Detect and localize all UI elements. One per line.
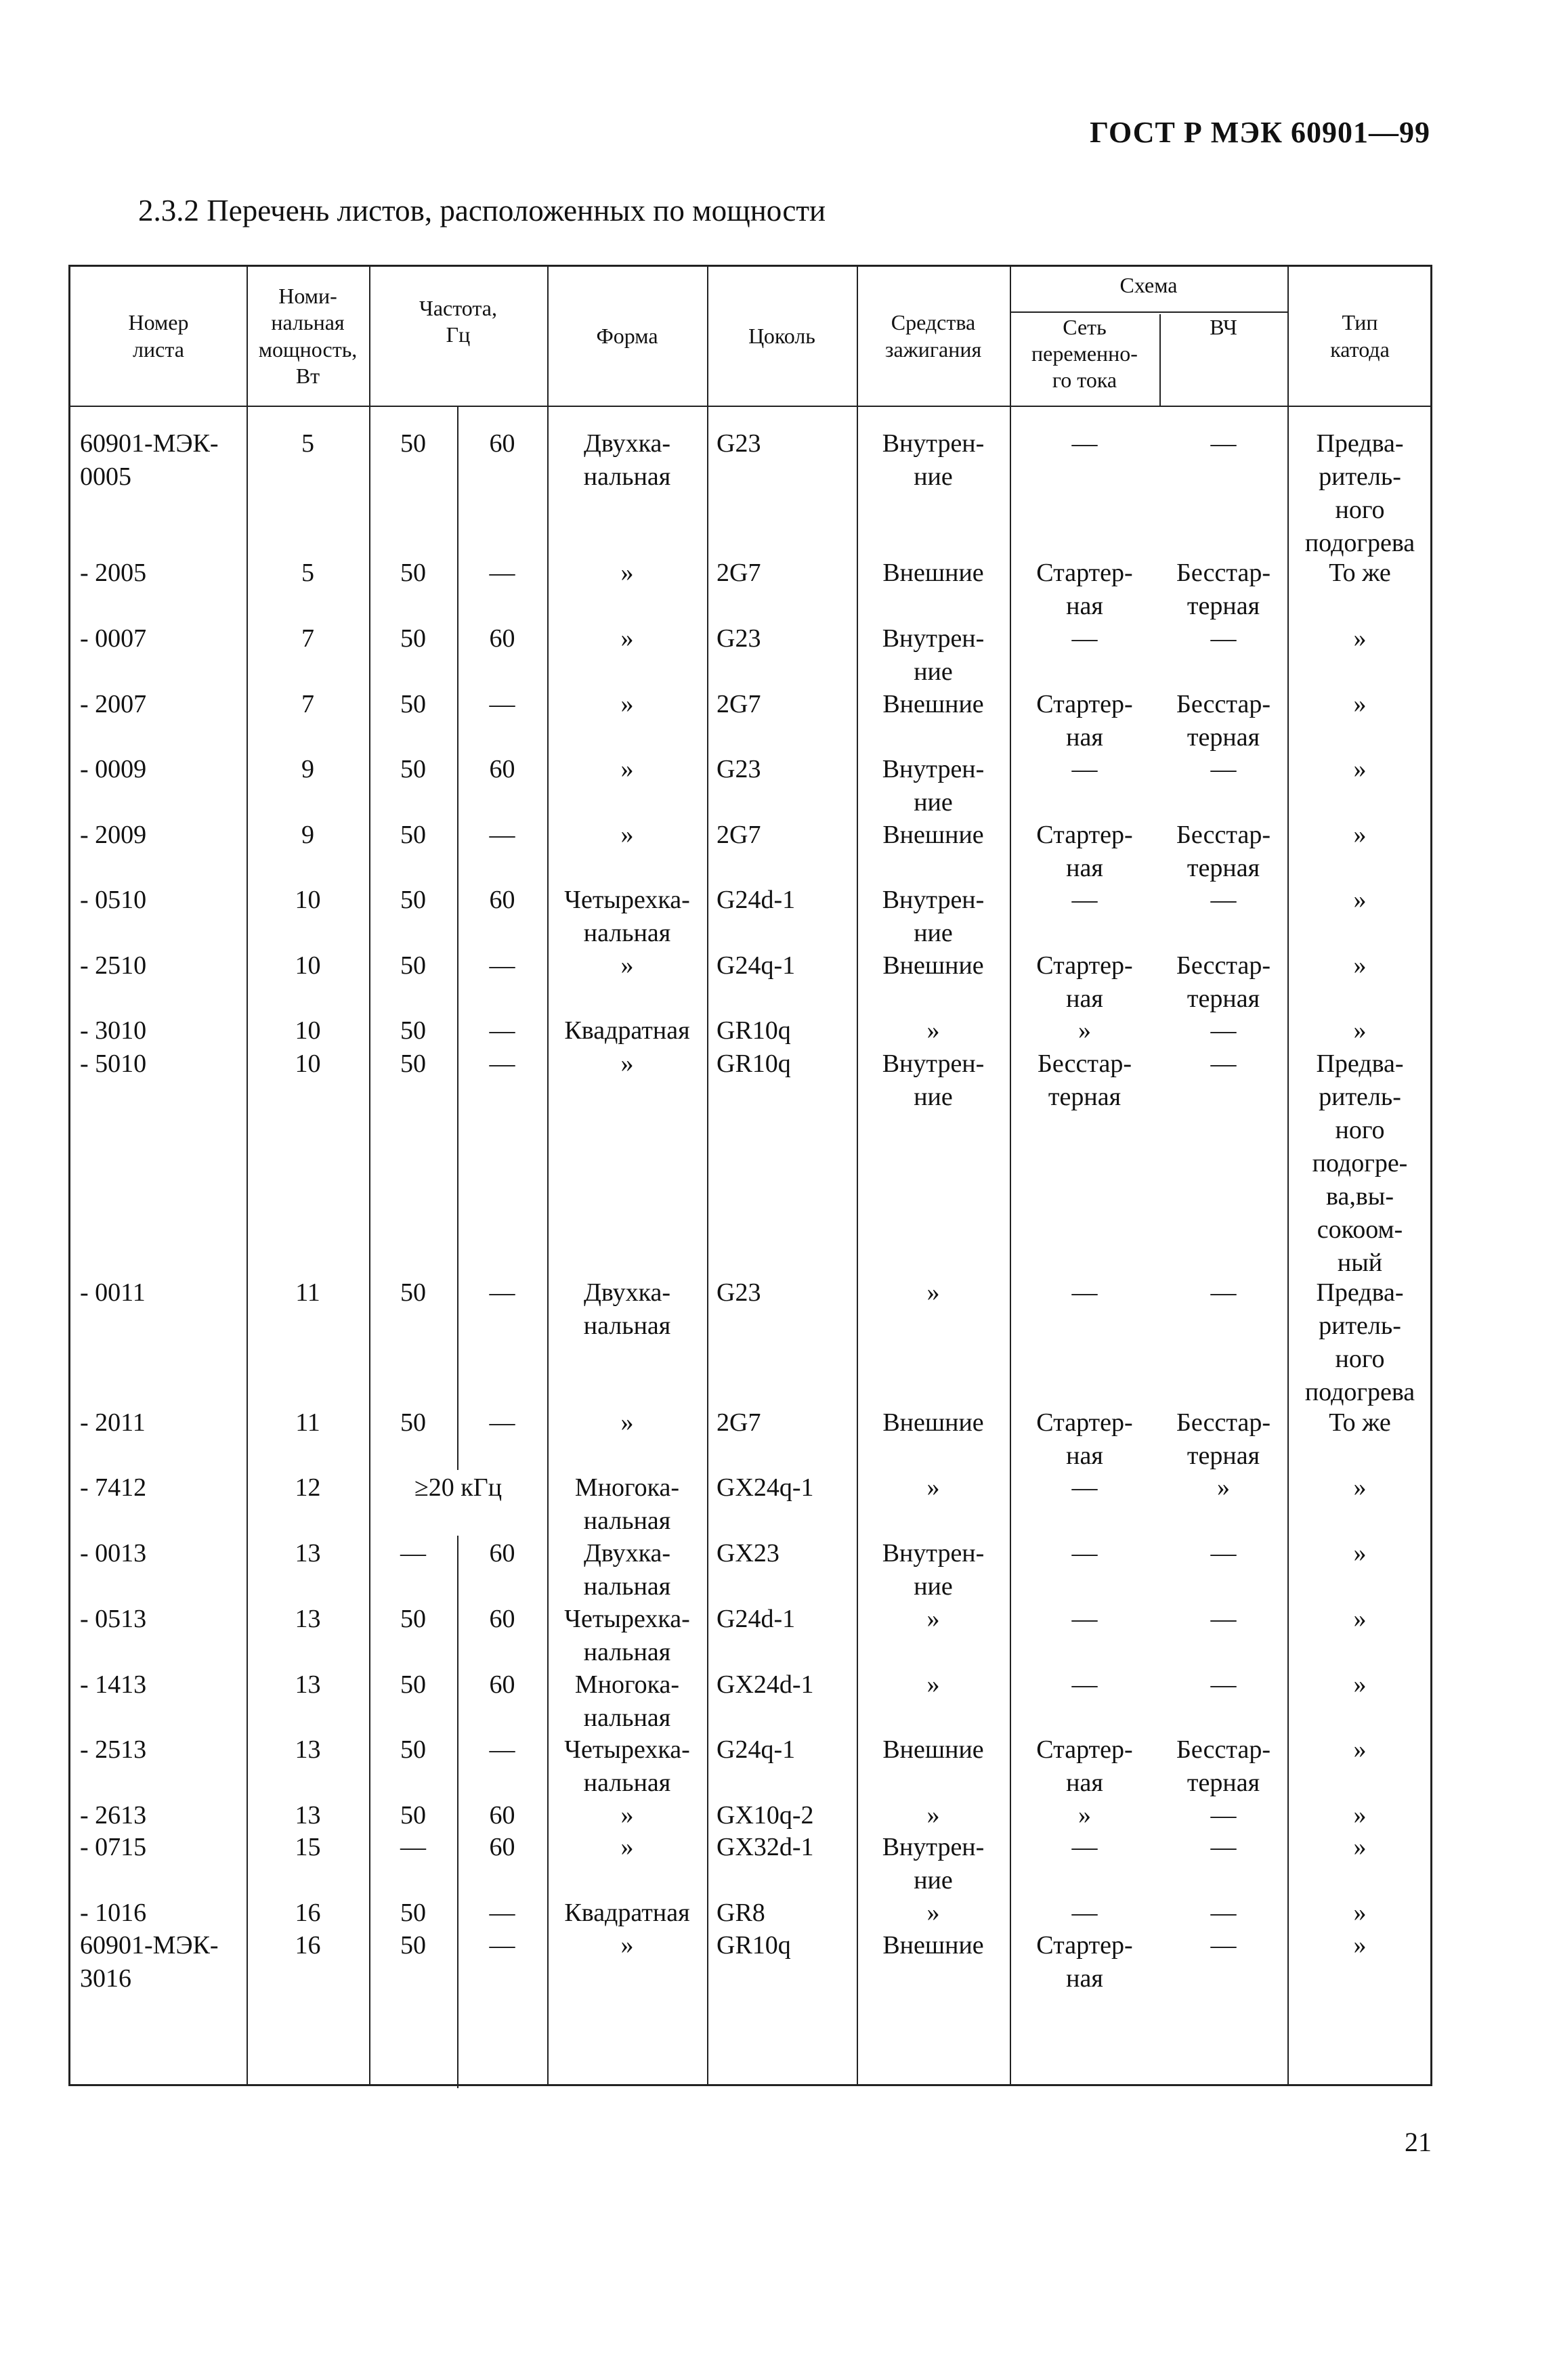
cell-base: 2G7 bbox=[717, 559, 761, 587]
frequency-subdivider bbox=[457, 406, 458, 1470]
cell-f60: 60 bbox=[489, 755, 515, 783]
cell-ign: Внутрен- ние bbox=[882, 886, 985, 947]
cell-hf: — bbox=[1210, 429, 1237, 458]
cell-power: 13 bbox=[295, 1605, 321, 1633]
cell-ac: — bbox=[1071, 1899, 1098, 1927]
cell-power: 5 bbox=[301, 429, 314, 458]
cell-form: » bbox=[620, 1050, 634, 1078]
cell-base: G24d-1 bbox=[717, 1605, 796, 1633]
cell-sheet: - 2613 bbox=[80, 1801, 147, 1830]
cell-power: 12 bbox=[295, 1473, 321, 1502]
cell-hf: Бесстар- терная bbox=[1176, 690, 1270, 752]
cell-power: 13 bbox=[295, 1735, 321, 1764]
cell-hf: — bbox=[1210, 1016, 1237, 1045]
cell-base: GR10q bbox=[717, 1050, 791, 1078]
cell-ac: » bbox=[1078, 1801, 1091, 1830]
cell-form: » bbox=[620, 1931, 634, 1960]
cell-base: 2G7 bbox=[717, 1408, 761, 1437]
cell-ign: Внешние bbox=[882, 821, 984, 849]
cell-sheet: - 2510 bbox=[80, 951, 147, 980]
lamp-sheets-table bbox=[68, 265, 1432, 2086]
cell-form: Двухка- нальная bbox=[583, 1278, 671, 1340]
cell-f50: 50 bbox=[400, 1016, 426, 1045]
cell-hf: — bbox=[1210, 1539, 1237, 1567]
cell-ac: — bbox=[1071, 1473, 1098, 1502]
cell-ac: Стартер- ная bbox=[1036, 951, 1133, 1013]
cell-hf: Бесстар- терная bbox=[1176, 559, 1270, 620]
cell-sheet: - 2005 bbox=[80, 559, 147, 587]
cell-sheet: - 7412 bbox=[80, 1473, 147, 1502]
cell-ign: » bbox=[926, 1016, 940, 1045]
cell-ign: Внешние bbox=[882, 559, 984, 587]
cell-f50: 50 bbox=[400, 1801, 426, 1830]
header-base: Цоколь bbox=[748, 323, 815, 348]
cell-base: GR8 bbox=[717, 1899, 765, 1927]
cell-form: » bbox=[620, 690, 634, 718]
cell-ign: » bbox=[926, 1801, 940, 1830]
cell-ign: » bbox=[926, 1605, 940, 1633]
cell-power: 7 bbox=[301, 624, 314, 653]
cell-form: » bbox=[620, 755, 634, 783]
cell-hf: — bbox=[1210, 1931, 1237, 1960]
cell-f50: 50 bbox=[400, 1278, 426, 1307]
cell-cathode: » bbox=[1353, 1833, 1367, 1861]
cell-sheet: - 0513 bbox=[80, 1605, 147, 1633]
cell-f50: 50 bbox=[400, 559, 426, 587]
cell-sheet: - 0011 bbox=[80, 1278, 146, 1307]
cell-f60: — bbox=[489, 821, 515, 849]
cell-ac: — bbox=[1071, 1539, 1098, 1567]
cell-ac: — bbox=[1071, 1605, 1098, 1633]
cell-ac: — bbox=[1071, 624, 1098, 653]
cell-f50: 50 bbox=[400, 1408, 426, 1437]
header-form: Форма bbox=[596, 323, 658, 348]
cell-base: GR10q bbox=[717, 1931, 791, 1960]
cell-f60: — bbox=[489, 1050, 515, 1078]
cell-form: » bbox=[620, 951, 634, 980]
header-rule bbox=[70, 406, 1430, 407]
cell-ign: Внутрен- ние bbox=[882, 1050, 985, 1111]
cell-hf: — bbox=[1210, 1670, 1237, 1699]
cell-f50: 50 bbox=[400, 1050, 426, 1078]
cell-base: GR10q bbox=[717, 1016, 791, 1045]
cell-base: 2G7 bbox=[717, 690, 761, 718]
cell-sheet: - 0007 bbox=[80, 624, 147, 653]
cell-form: Квадратная bbox=[564, 1899, 690, 1927]
cell-power: 9 bbox=[301, 821, 314, 849]
cell-form: » bbox=[620, 1833, 634, 1861]
cell-ac: — bbox=[1071, 755, 1098, 783]
cell-ac: » bbox=[1078, 1016, 1091, 1045]
header-sheet: Номер листа bbox=[128, 310, 189, 362]
cell-ign: » bbox=[926, 1278, 940, 1307]
cell-base: GX24d-1 bbox=[717, 1670, 814, 1699]
cell-f50: 50 bbox=[400, 755, 426, 783]
cell-f60: — bbox=[489, 1016, 515, 1045]
cell-ign: Внутрен- ние bbox=[882, 429, 985, 491]
cell-power: 11 bbox=[295, 1408, 320, 1437]
cell-power: 16 bbox=[295, 1931, 321, 1960]
cell-sheet: 60901-МЭК- 0005 bbox=[80, 429, 219, 491]
cell-f60: — bbox=[489, 1899, 515, 1927]
cell-hf: » bbox=[1217, 1473, 1230, 1502]
cell-f50: 50 bbox=[400, 1931, 426, 1960]
cell-ign: Внешние bbox=[882, 1931, 984, 1960]
cell-power: 10 bbox=[295, 1050, 321, 1078]
cell-cathode: » bbox=[1353, 1016, 1367, 1045]
scheme-underline bbox=[1010, 311, 1287, 313]
cell-hf: — bbox=[1210, 1278, 1237, 1307]
cell-power: 9 bbox=[301, 755, 314, 783]
cell-form: » bbox=[620, 559, 634, 587]
cell-sheet: - 1016 bbox=[80, 1899, 147, 1927]
cell-ac: — bbox=[1071, 429, 1098, 458]
cell-hf: — bbox=[1210, 886, 1237, 914]
cell-form: Четырехка- нальная bbox=[564, 1735, 690, 1797]
cell-form: » bbox=[620, 1801, 634, 1830]
cell-form: Квадратная bbox=[564, 1016, 690, 1045]
cell-hf: — bbox=[1210, 1605, 1237, 1633]
cell-hf: — bbox=[1210, 624, 1237, 653]
cell-power: 10 bbox=[295, 1016, 321, 1045]
cell-f60: — bbox=[489, 951, 515, 980]
cell-power: 13 bbox=[295, 1539, 321, 1567]
cell-ac: — bbox=[1071, 886, 1098, 914]
cell-f60: 60 bbox=[489, 1833, 515, 1861]
cell-sheet: - 0009 bbox=[80, 755, 147, 783]
cell-f50: 50 bbox=[400, 886, 426, 914]
cell-ign: » bbox=[926, 1670, 940, 1699]
cell-sheet: - 3010 bbox=[80, 1016, 147, 1045]
cell-ign: » bbox=[926, 1899, 940, 1927]
page-number: 21 bbox=[1405, 2127, 1432, 2157]
cell-hf: Бесстар- терная bbox=[1176, 1408, 1270, 1470]
cell-f60: 60 bbox=[489, 1539, 515, 1567]
cell-sheet: - 2009 bbox=[80, 821, 147, 849]
cell-cathode: » bbox=[1353, 1670, 1367, 1699]
cell-base: 2G7 bbox=[717, 821, 761, 849]
cell-ign: Внутрен- ние bbox=[882, 755, 985, 817]
cell-ac: Стартер- ная bbox=[1036, 559, 1133, 620]
cell-cathode: » bbox=[1353, 1473, 1367, 1502]
cell-cathode: » bbox=[1353, 1539, 1367, 1567]
cell-form: Многока- нальная bbox=[574, 1670, 680, 1732]
cell-cathode: То же bbox=[1329, 559, 1391, 587]
cell-f50: 50 bbox=[400, 624, 426, 653]
cell-hf: Бесстар- терная bbox=[1176, 1735, 1270, 1797]
cell-sheet: - 0013 bbox=[80, 1539, 147, 1567]
cell-power: 13 bbox=[295, 1670, 321, 1699]
header-scheme-ac: Сеть переменно- го тока bbox=[1031, 315, 1138, 393]
cell-cathode: » bbox=[1353, 1605, 1367, 1633]
cell-ign: Внутрен- ние bbox=[882, 1833, 985, 1895]
cell-hf: — bbox=[1210, 1833, 1237, 1861]
cell-f60: — bbox=[489, 1408, 515, 1437]
header-scheme-hf: ВЧ bbox=[1210, 315, 1237, 339]
cell-ac: Стартер- ная bbox=[1036, 1931, 1133, 1993]
cell-form: Четырехка- нальная bbox=[564, 886, 690, 947]
cell-hf: — bbox=[1210, 755, 1237, 783]
cell-sheet: - 0510 bbox=[80, 886, 147, 914]
frequency-subdivider bbox=[457, 1536, 458, 2088]
cell-ac: Бесстар- терная bbox=[1038, 1050, 1132, 1111]
cell-f50: 50 bbox=[400, 1735, 426, 1764]
cell-base: GX24q-1 bbox=[717, 1473, 814, 1502]
cell-f60: 60 bbox=[489, 624, 515, 653]
cell-form: Многока- нальная bbox=[574, 1473, 680, 1535]
cell-ac: Стартер- ная bbox=[1036, 690, 1133, 752]
cell-cathode: Предва- ритель- ного подогре- ва,вы- сокоом- ный bbox=[1312, 1050, 1408, 1277]
cell-ac: — bbox=[1071, 1833, 1098, 1861]
cell-base: G23 bbox=[717, 624, 761, 653]
cell-form: Двухка- нальная bbox=[583, 1539, 671, 1601]
column-divider bbox=[707, 267, 708, 2084]
cell-f50: 50 bbox=[400, 1670, 426, 1699]
cell-f50: 50 bbox=[400, 951, 426, 980]
cell-base: GX10q-2 bbox=[717, 1801, 814, 1830]
cell-f60: 60 bbox=[489, 886, 515, 914]
cell-ign: Внутрен- ние bbox=[882, 624, 985, 686]
cell-power: 13 bbox=[295, 1801, 321, 1830]
cell-ac: Стартер- ная bbox=[1036, 1408, 1133, 1470]
cell-f60: 60 bbox=[489, 1605, 515, 1633]
cell-sheet: - 5010 bbox=[80, 1050, 147, 1078]
cell-f60: 60 bbox=[489, 1801, 515, 1830]
cell-base: G24q-1 bbox=[717, 951, 796, 980]
cell-cathode: Предва- ритель- ного подогрева bbox=[1304, 429, 1415, 557]
header-scheme: Схема bbox=[1119, 273, 1178, 297]
cell-base: G24d-1 bbox=[717, 886, 796, 914]
cell-base: G23 bbox=[717, 755, 761, 783]
cell-cathode: » bbox=[1353, 1899, 1367, 1927]
cell-cathode: » bbox=[1353, 624, 1367, 653]
cell-ign: Внешние bbox=[882, 1408, 984, 1437]
cell-ac: — bbox=[1071, 1670, 1098, 1699]
cell-sheet: - 2007 bbox=[80, 690, 147, 718]
cell-ign: Внутрен- ние bbox=[882, 1539, 985, 1601]
cell-base: GX32d-1 bbox=[717, 1833, 814, 1861]
cell-ign: » bbox=[926, 1473, 940, 1502]
cell-power: 11 bbox=[295, 1278, 320, 1307]
cell-ac: Стартер- ная bbox=[1036, 1735, 1133, 1797]
cell-cathode: » bbox=[1353, 755, 1367, 783]
header-cathode: Тип катода bbox=[1330, 310, 1390, 362]
cell-cathode: » bbox=[1353, 821, 1367, 849]
cell-cathode: » bbox=[1353, 1735, 1367, 1764]
cell-ign: Внешние bbox=[882, 690, 984, 718]
cell-hf: — bbox=[1210, 1899, 1237, 1927]
cell-f50: — bbox=[400, 1833, 426, 1861]
cell-hf: Бесстар- терная bbox=[1176, 821, 1270, 882]
cell-hf: Бесстар- терная bbox=[1176, 951, 1270, 1013]
cell-frequency-span: ≥20 кГц bbox=[414, 1473, 503, 1502]
cell-f60: — bbox=[489, 1931, 515, 1960]
cell-ac: — bbox=[1071, 1278, 1098, 1307]
cell-f60: — bbox=[489, 1278, 515, 1307]
header-frequency: Частота, Гц bbox=[419, 296, 497, 347]
cell-f50: 50 bbox=[400, 690, 426, 718]
cell-f60: 60 bbox=[489, 1670, 515, 1699]
cell-power: 7 bbox=[301, 690, 314, 718]
cell-cathode: » bbox=[1353, 951, 1367, 980]
cell-f50: 50 bbox=[400, 821, 426, 849]
cell-sheet: - 1413 bbox=[80, 1670, 147, 1699]
document-id: ГОСТ Р МЭК 60901—99 bbox=[1090, 116, 1430, 149]
cell-hf: — bbox=[1210, 1801, 1237, 1830]
cell-sheet: 60901-МЭК- 3016 bbox=[80, 1931, 219, 1993]
cell-base: G23 bbox=[717, 1278, 761, 1307]
cell-form: » bbox=[620, 1408, 634, 1437]
scheme-subdivider bbox=[1159, 314, 1161, 406]
section-title: 2.3.2 Перечень листов, расположенных по мощности bbox=[138, 194, 826, 228]
cell-cathode: То же bbox=[1329, 1408, 1391, 1437]
cell-ac: Стартер- ная bbox=[1036, 821, 1133, 882]
cell-cathode: » bbox=[1353, 1931, 1367, 1960]
cell-f50: 50 bbox=[400, 1605, 426, 1633]
cell-base: G23 bbox=[717, 429, 761, 458]
cell-f60: — bbox=[489, 690, 515, 718]
cell-sheet: - 0715 bbox=[80, 1833, 147, 1861]
cell-f60: — bbox=[489, 559, 515, 587]
cell-ign: Внешние bbox=[882, 1735, 984, 1764]
cell-power: 5 bbox=[301, 559, 314, 587]
cell-cathode: » bbox=[1353, 886, 1367, 914]
cell-power: 10 bbox=[295, 886, 321, 914]
cell-sheet: - 2011 bbox=[80, 1408, 146, 1437]
cell-base: GX23 bbox=[717, 1539, 780, 1567]
cell-power: 15 bbox=[295, 1833, 321, 1861]
cell-f60: — bbox=[489, 1735, 515, 1764]
cell-form: » bbox=[620, 624, 634, 653]
cell-hf: — bbox=[1210, 1050, 1237, 1078]
cell-cathode: Предва- ритель- ного подогрева bbox=[1304, 1278, 1415, 1406]
cell-cathode: » bbox=[1353, 1801, 1367, 1830]
cell-f50: — bbox=[400, 1539, 426, 1567]
cell-sheet: - 2513 bbox=[80, 1735, 147, 1764]
header-ignition: Средства зажигания bbox=[884, 310, 982, 362]
cell-form: Двухка- нальная bbox=[583, 429, 671, 491]
cell-cathode: » bbox=[1353, 690, 1367, 718]
cell-power: 10 bbox=[295, 951, 321, 980]
cell-f50: 50 bbox=[400, 429, 426, 458]
cell-base: G24q-1 bbox=[717, 1735, 796, 1764]
cell-power: 16 bbox=[295, 1899, 321, 1927]
header-power: Номи- нальная мощность, Вт bbox=[258, 284, 358, 388]
cell-form: » bbox=[620, 821, 634, 849]
cell-form: Четырехка- нальная bbox=[564, 1605, 690, 1666]
cell-f60: 60 bbox=[489, 429, 515, 458]
cell-f50: 50 bbox=[400, 1899, 426, 1927]
cell-ign: Внешние bbox=[882, 951, 984, 980]
